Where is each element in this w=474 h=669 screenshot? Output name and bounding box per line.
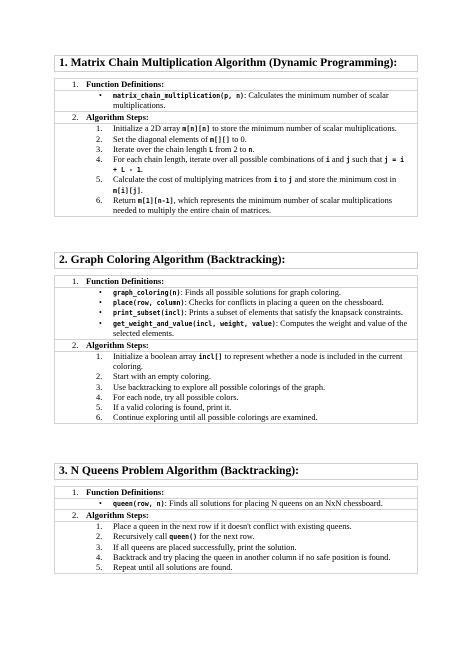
list-number: 2. — [72, 510, 79, 521]
text-run: Return — [113, 195, 138, 205]
step-number: 5. — [96, 563, 103, 573]
list-number: 1. — [72, 276, 79, 286]
section-n-queens — [54, 463, 418, 574]
step-number: 5. — [96, 175, 103, 185]
algorithm-steps-block — [54, 510, 418, 574]
steps-list — [55, 124, 417, 216]
inline-code: place(row, column) — [113, 299, 185, 308]
step-item — [55, 135, 417, 145]
step-item — [55, 413, 417, 423]
step-item — [55, 352, 417, 372]
inline-code: matrix_chain_multiplication(p, n) — [113, 92, 245, 100]
section-heading: 1. Matrix Chain Multiplication Algorithm (Dynamic Programming): — [54, 55, 418, 72]
text-run: Set the diagonal elements of — [113, 134, 210, 144]
step-number: 1. — [96, 124, 103, 134]
step-number: 2. — [96, 372, 103, 382]
function-item — [55, 308, 417, 318]
steps-list — [55, 522, 417, 573]
bullet-marker: • — [99, 298, 102, 308]
step-item — [55, 175, 417, 195]
section-matrix-chain — [54, 55, 418, 217]
step-number: 4. — [96, 392, 103, 402]
bullet-marker: • — [99, 318, 102, 328]
inline-code: print_subset(incl) — [113, 309, 185, 318]
step-item — [55, 155, 417, 175]
text-run: from 2 to — [213, 144, 249, 154]
inline-code: m[1][n-1] — [137, 196, 174, 205]
text-run: : Prints a subset of elements that satisfy the knapsack constraints. — [184, 308, 403, 318]
text-run: Use backtracking to explore all possible colorings of the graph. — [113, 382, 326, 392]
inline-code: i — [273, 176, 278, 185]
text-run: Initialize a boolean array — [113, 352, 199, 362]
algorithm-steps-heading — [55, 510, 417, 522]
function-definitions-block — [54, 275, 418, 340]
text-run: Iterate over the chain length — [113, 144, 210, 154]
algorithm-steps-heading — [55, 340, 417, 352]
inline-code: j = i + L - 1 — [113, 156, 405, 175]
text-run: Continue exploring until all possible colorings are examined. — [113, 413, 318, 423]
function-item — [55, 298, 417, 308]
step-item — [55, 372, 417, 382]
inline-code: m[][] — [209, 135, 230, 144]
text-run: Backtrack and try placing the queen in another column if no safe position is found. — [113, 552, 391, 562]
step-number: 2. — [96, 134, 103, 144]
function-definitions-block — [54, 486, 418, 510]
function-definitions-heading — [55, 487, 417, 499]
step-item — [55, 383, 417, 393]
algorithm-steps-heading — [55, 112, 417, 124]
text-run: : Finds all solutions for placing N queens on an NxN chessboard. — [164, 499, 383, 508]
step-item — [55, 563, 417, 573]
step-number: 2. — [96, 532, 103, 542]
subheading-label: Function Definitions: — [86, 276, 165, 286]
text-run: Initialize a 2D array — [113, 124, 183, 134]
step-item — [55, 393, 417, 403]
text-run: : Finds all possible solutions for graph coloring. — [180, 288, 342, 297]
function-item — [55, 91, 417, 111]
steps-list — [55, 352, 417, 423]
function-list — [55, 91, 417, 111]
step-number: 3. — [96, 382, 103, 392]
function-definitions-heading — [55, 276, 417, 288]
list-number: 1. — [72, 79, 79, 89]
function-definitions-heading — [55, 79, 417, 91]
step-number: 1. — [96, 352, 103, 362]
text-run: to store the minimum number of scalar multiplications. — [210, 124, 397, 134]
section-graph-coloring — [54, 252, 418, 424]
bullet-marker: • — [99, 91, 102, 100]
subheading-label: Algorithm Steps: — [86, 340, 149, 351]
text-run: for the next row. — [197, 532, 255, 542]
inline-code: L — [209, 145, 214, 154]
bullet-marker: • — [99, 499, 102, 508]
step-item — [55, 145, 417, 155]
list-number: 2. — [72, 112, 79, 123]
step-item — [55, 553, 417, 563]
function-item — [55, 288, 417, 298]
inline-code: i — [325, 156, 330, 165]
bullet-marker: • — [99, 308, 102, 318]
step-number: 6. — [96, 195, 103, 205]
function-item — [55, 319, 417, 339]
step-item — [55, 522, 417, 532]
inline-code: queen(row, n) — [113, 500, 165, 508]
text-run: to 0. — [229, 134, 247, 144]
step-item — [55, 543, 417, 553]
text-run: : Computes the weight and value of the selected elements. — [113, 318, 408, 338]
inline-code: incl[] — [198, 353, 223, 362]
text-run: Place a queen in the next row if it doesn't conflict with existing queens. — [113, 522, 352, 532]
text-run: If a valid coloring is found, print it. — [113, 403, 232, 413]
step-item — [55, 196, 417, 216]
list-number: 2. — [72, 340, 79, 351]
step-number: 4. — [96, 155, 103, 165]
text-run: and — [329, 155, 347, 165]
step-number: 1. — [96, 522, 103, 532]
step-item — [55, 403, 417, 413]
subheading-label: Function Definitions: — [86, 487, 165, 497]
text-run: Calculate the cost of multiplying matrices from — [113, 175, 274, 185]
text-run: : Calculates the minimum number of scalar multiplications. — [113, 91, 389, 111]
list-number: 1. — [72, 487, 79, 497]
step-number: 5. — [96, 403, 103, 413]
function-item — [55, 499, 417, 509]
step-item — [55, 532, 417, 542]
text-run: to — [277, 175, 289, 185]
text-run: : Checks for conflicts in placing a queen on the chessboard. — [184, 298, 384, 308]
step-item — [55, 124, 417, 134]
text-run: such that — [350, 155, 385, 165]
subheading-label: Algorithm Steps: — [86, 510, 149, 521]
step-number: 3. — [96, 542, 103, 552]
inline-code: n — [248, 145, 253, 154]
inline-code: graph_coloring(n) — [113, 289, 181, 297]
step-number: 4. — [96, 552, 103, 562]
text-run: and store the minimum cost in — [292, 175, 397, 185]
function-list — [55, 499, 417, 509]
subheading-label: Algorithm Steps: — [86, 112, 149, 123]
algorithm-steps-block — [54, 340, 418, 424]
step-number: 3. — [96, 144, 103, 154]
text-run: If all queens are placed successfully, print the solution. — [113, 542, 297, 552]
inline-code: get_weight_and_value(incl, weight, value) — [113, 319, 276, 328]
section-heading: 3. N Queens Problem Algorithm (Backtracking): — [54, 463, 418, 480]
step-number: 6. — [96, 413, 103, 423]
algorithm-steps-block — [54, 112, 418, 217]
inline-code: m[i][j] — [113, 186, 141, 195]
inline-code: m[n][n] — [182, 125, 211, 134]
text-run: Recursively call — [113, 532, 170, 542]
text-run: Start with an empty coloring. — [113, 372, 211, 382]
text-run: to represent whether a node is included in the current coloring. — [113, 352, 403, 372]
function-definitions-block — [54, 78, 418, 112]
function-list — [55, 288, 417, 339]
subheading-label: Function Definitions: — [86, 79, 165, 89]
inline-code: queen() — [169, 533, 198, 542]
text-run: For each chain length, iterate over all possible combinations of — [113, 155, 326, 165]
section-heading: 2. Graph Coloring Algorithm (Backtracking): — [54, 252, 418, 269]
text-run: . — [140, 185, 143, 195]
inline-code: j — [346, 156, 351, 165]
inline-code: j — [288, 176, 293, 185]
text-run: Repeat until all solutions are found. — [113, 563, 233, 573]
text-run: , which represents the minimum number of scalar multiplications needed to multiply the entire chain of matrices. — [113, 195, 393, 216]
text-run: For each node, try all possible colors. — [113, 392, 239, 402]
bullet-marker: • — [99, 288, 102, 297]
text-run: . — [140, 165, 143, 175]
text-run: . — [252, 144, 255, 154]
